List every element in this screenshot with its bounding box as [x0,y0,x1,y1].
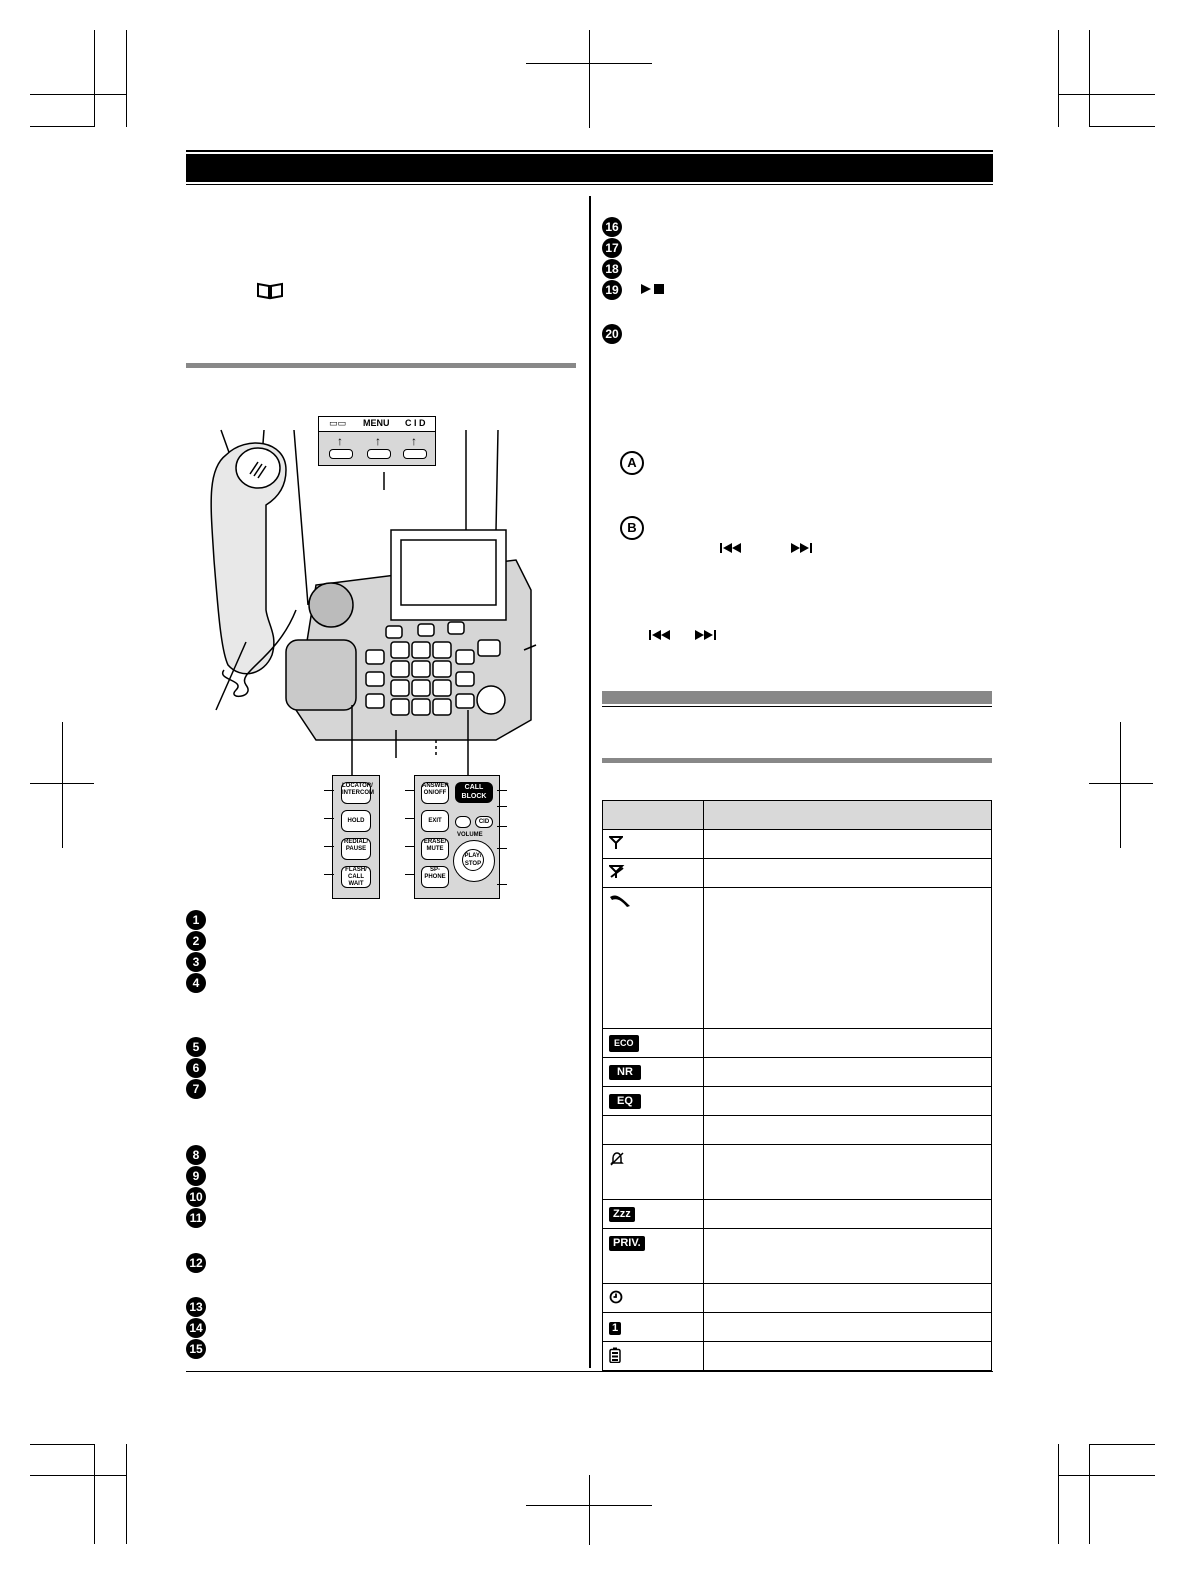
callout-number: 9 [186,1166,206,1186]
redial-pause-key[interactable]: REDIAL/ PAUSE [341,838,371,860]
soft-key-label-cid: C I D [405,418,426,428]
callout-number: 18 [602,259,622,279]
soft-key-label-book: ▭▭ [329,418,347,428]
callout-number: 6 [186,1058,206,1078]
volume-label: VOLUME [457,832,483,838]
callout-number: 14 [186,1318,206,1338]
soft-key-label-menu: MENU [363,418,390,428]
table-row [603,1229,992,1284]
table-row [603,1200,992,1229]
privacy-icon: PRIV. [609,1236,645,1251]
table-row [603,1116,992,1145]
soft-key-middle[interactable] [367,449,391,459]
callout-number: 1 [186,910,206,930]
clock-icon [609,1290,623,1304]
call-block-key[interactable]: CALL BLOCK [455,782,493,803]
callout-number: 20 [602,324,622,344]
skip-back-icon [648,628,674,646]
table-row [603,1145,992,1200]
phonebook-key[interactable] [455,816,471,828]
callout-number: 19 [602,280,622,300]
table-row [603,859,992,888]
callout-number: 7 [186,1079,206,1099]
table-row [603,1284,992,1313]
battery-icon [609,1347,621,1363]
table-header-icon [603,801,704,830]
callout-number: 3 [186,952,206,972]
arrow-up-icon: ↑ [411,434,417,448]
antenna-off-icon [609,865,625,879]
exit-key[interactable]: EXIT [421,810,449,832]
callout-number: 8 [186,1145,206,1165]
header-bar [186,150,993,152]
left-key-strip [332,775,380,899]
play-stop-icon [640,282,670,301]
section-rule-right [602,706,992,707]
soft-key-left[interactable] [329,449,353,459]
night-mode-icon: Zzz [609,1207,635,1222]
table-row [603,1029,992,1058]
subsection-bar-right [602,758,992,763]
table-row [603,888,992,1029]
soft-key-right[interactable] [403,449,427,459]
antenna-icon [609,836,623,850]
soft-key-panel [318,416,436,466]
column-divider [589,196,591,1368]
hold-key[interactable]: HOLD [341,810,371,832]
header-band [186,154,993,182]
table-row [603,1313,992,1342]
phone-handset-icon [609,894,631,908]
tag-a: A [620,451,644,475]
play-stop-key[interactable]: PLAY/ STOP [462,849,484,871]
callout-number: 13 [186,1297,206,1317]
cid-key[interactable]: CID [475,816,493,828]
eq-icon: EQ [609,1094,641,1109]
skip-back-icon [719,541,745,559]
footer-rule [186,1371,993,1372]
eco-icon: ECO [609,1035,639,1052]
phone-diagram [186,410,576,910]
line-one-icon: 1 [609,1322,621,1335]
table-row [603,1087,992,1116]
erase-mute-key[interactable]: ERASE/ MUTE [421,838,449,860]
answer-on-off-key[interactable]: ANSWER ON/OFF [421,782,449,804]
callout-number: 16 [602,217,622,237]
skip-forward-icon [788,541,814,559]
table-header-meaning [704,801,992,830]
display-icons-table [602,800,992,1371]
callout-number: 2 [186,931,206,951]
callout-number: 12 [186,1253,206,1273]
callout-number: 11 [186,1208,206,1228]
arrow-up-icon: ↑ [375,434,381,448]
nr-icon: NR [609,1065,641,1080]
callout-number: 15 [186,1339,206,1359]
callout-number: 10 [186,1187,206,1207]
callout-number: 17 [602,238,622,258]
locator-intercom-key[interactable]: LOCATOR/ INTERCOM [341,782,371,804]
table-row [603,830,992,859]
arrow-up-icon: ↑ [337,434,343,448]
sp-phone-key[interactable]: SP-PHONE [421,866,449,888]
section-bar-right [602,691,992,704]
right-key-strip [414,775,500,899]
table-row [603,1058,992,1087]
section-bar-left [186,363,576,368]
ringer-off-icon [609,1151,625,1167]
callout-number: 5 [186,1037,206,1057]
callout-number: 4 [186,973,206,993]
book-icon [256,282,284,305]
table-row [603,1342,992,1371]
flash-call-wait-key[interactable]: FLASH/ CALL WAIT [341,866,371,888]
header-underline [186,184,993,185]
tag-b: B [620,516,644,540]
skip-forward-icon [692,628,718,646]
